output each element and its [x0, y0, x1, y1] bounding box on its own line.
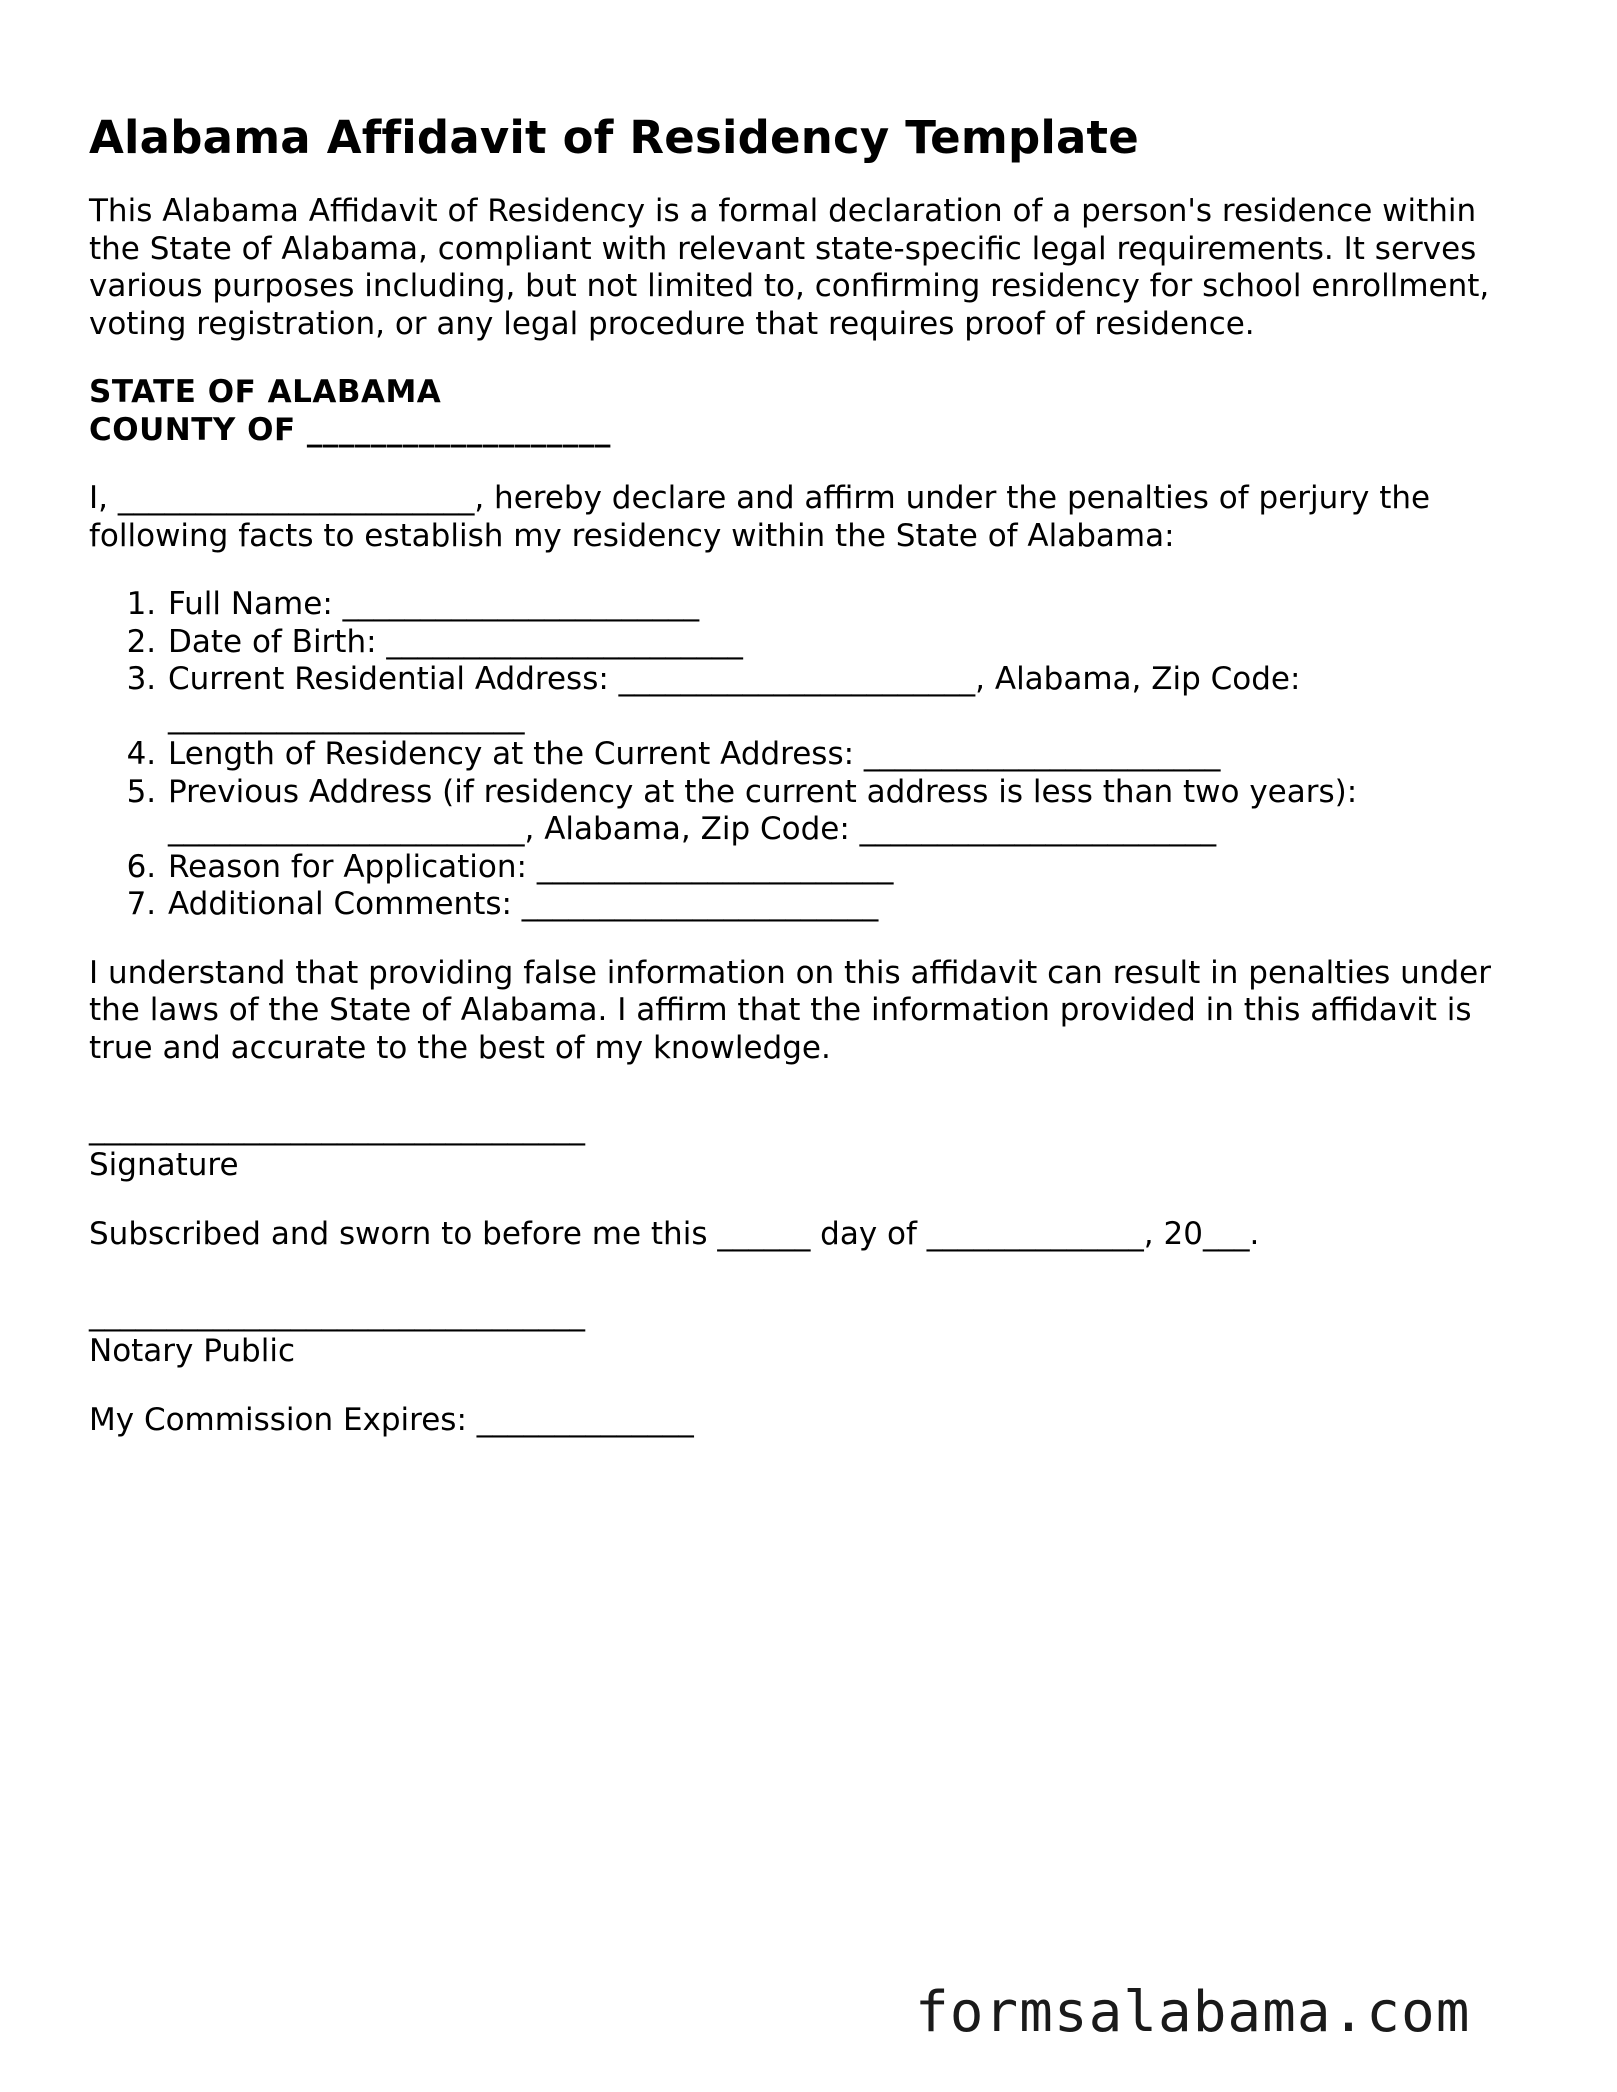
signature-label: Signature	[89, 1147, 239, 1183]
county-line: COUNTY OF ___________________	[89, 411, 611, 448]
notary-block	[89, 1296, 1529, 1371]
facts-list	[89, 586, 1529, 924]
declaration-paragraph: I, _______________________, hereby declare and affirm under the penalties of perjury the following facts to establish my residency within the State of Alabama:	[89, 480, 1431, 554]
fact-full-name: 1. Full Name: _______________________	[166, 586, 1529, 624]
sworn-statement: Subscribed and sworn to before me this ______ day of ______________, 20___.	[89, 1215, 1260, 1252]
document-title: Alabama Affidavit of Residency Template	[89, 111, 1139, 164]
affidavit-document	[89, 108, 1529, 1439]
understanding-paragraph: I understand that providing false information on this affidavit can result in penalties under the laws of the State of Alabama. I affirm that the information provided in this affidavit is true and accurate to the best of my knowledge.	[89, 954, 1491, 1066]
site-watermark: formsalabama.com	[915, 1980, 1471, 2045]
fact-previous-address: 5. Previous Address (if residency at the current address is less than two years): _______________________, Alabama, Zip Code: _______________________	[166, 774, 1529, 849]
state-line: STATE OF ALABAMA	[89, 374, 442, 410]
fact-length-of-residency: 4. Length of Residency at the Current Address: _______________________	[166, 736, 1529, 774]
notary-signature-line: ________________________________	[89, 1296, 585, 1332]
fact-date-of-birth: 2. Date of Birth: _______________________	[166, 624, 1529, 662]
fact-reason-for-application: 6. Reason for Application: _______________________	[166, 849, 1529, 887]
fact-current-address: 3. Current Residential Address: _______________________, Alabama, Zip Code: _______________________	[166, 661, 1529, 736]
signature-block	[89, 1110, 1529, 1185]
intro-paragraph: This Alabama Affidavit of Residency is a formal declaration of a person's residence within the State of Alabama, compliant with relevant state-specific legal requirements. It serves various purposes including, but not limited to, confirming residency for school enrollment, voting registration, or any legal procedure that requires proof of residence.	[89, 193, 1490, 342]
fact-additional-comments: 7. Additional Comments: _______________________	[166, 886, 1529, 924]
notary-label: Notary Public	[89, 1333, 295, 1369]
venue-block	[89, 374, 1529, 449]
commission-expires: My Commission Expires: ______________	[89, 1401, 694, 1438]
signature-line: ________________________________	[89, 1110, 585, 1146]
